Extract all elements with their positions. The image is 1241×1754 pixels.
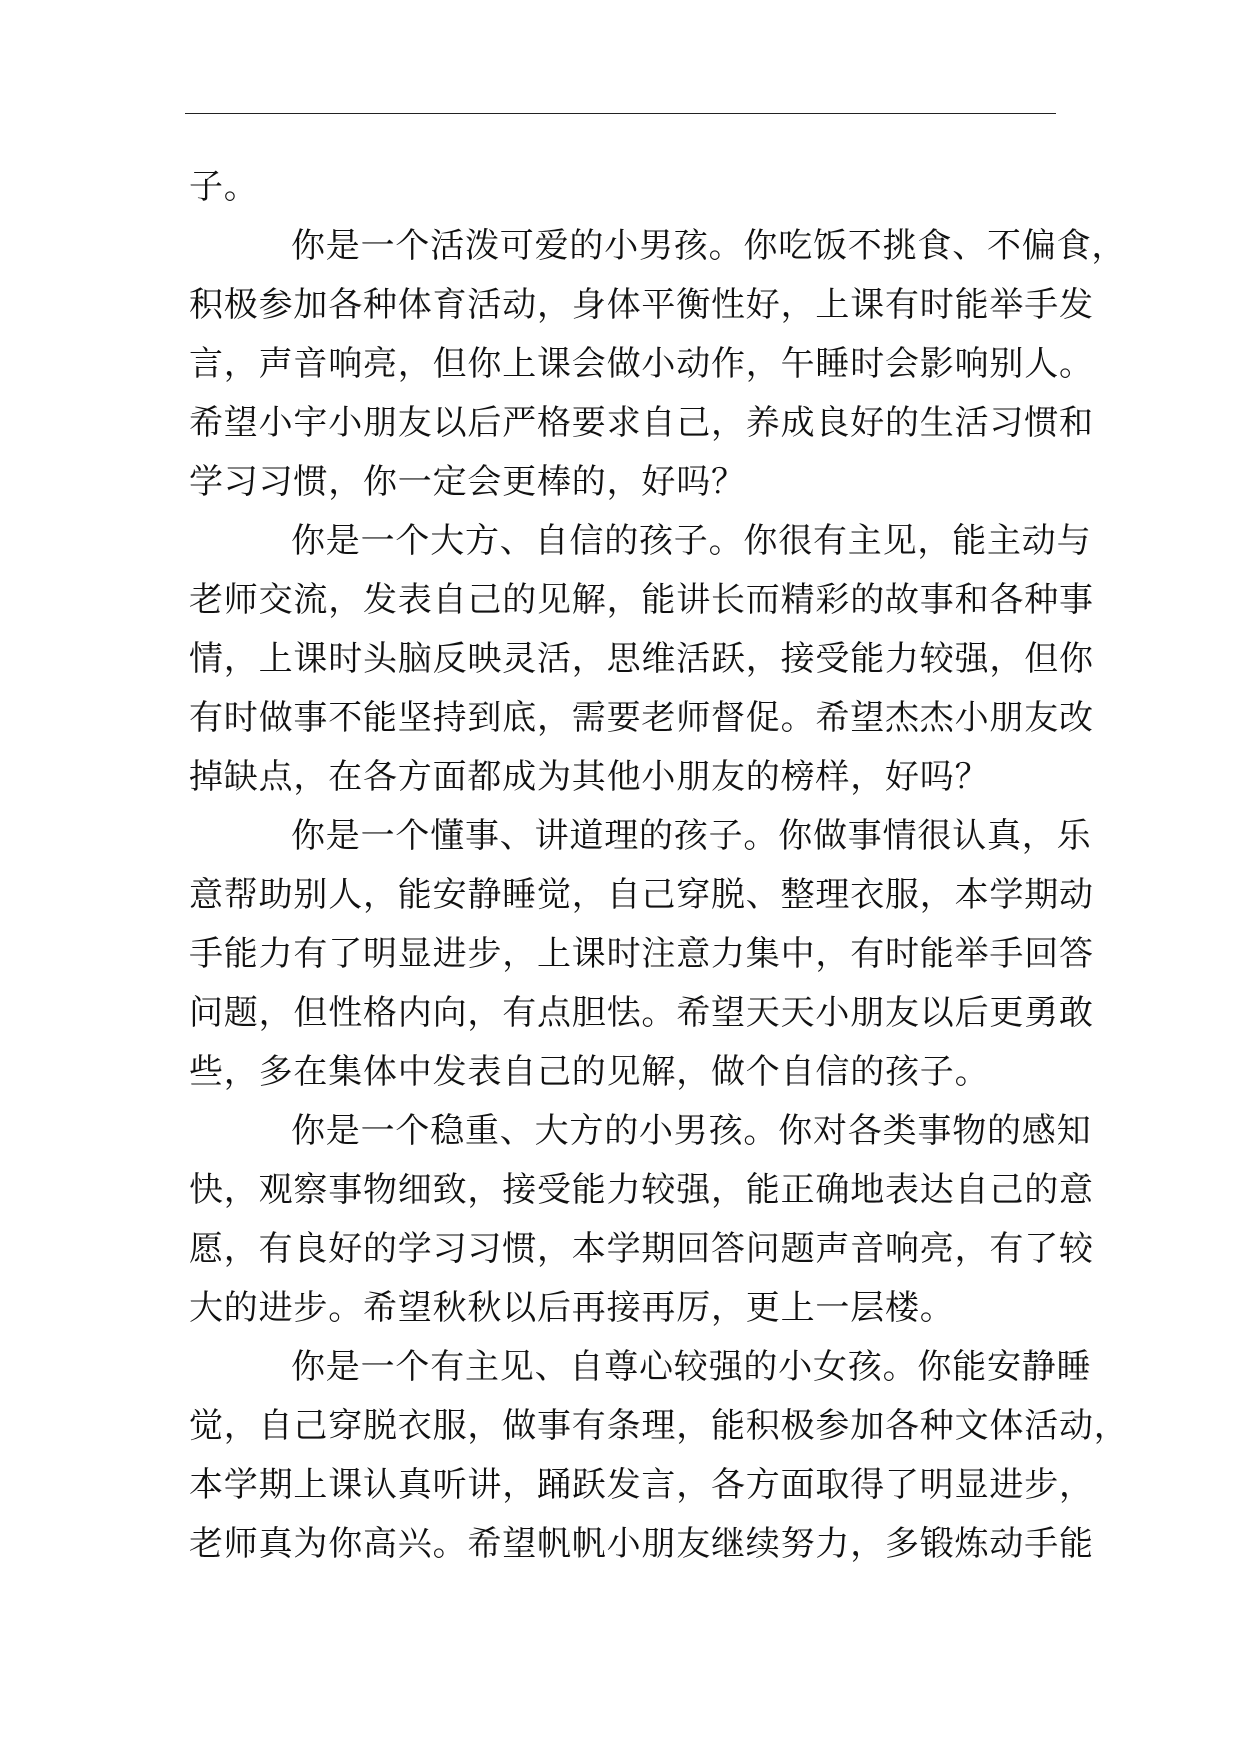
text-line: 意帮助别人，能安静睡觉，自己穿脱、整理衣服，本学期动 — [189, 875, 1094, 915]
paragraph — [189, 217, 1127, 512]
paragraph — [189, 807, 1094, 1102]
paragraph — [189, 1102, 1094, 1338]
text-line: 子。 — [189, 167, 259, 207]
text-line: 大的进步。希望秋秋以后再接再厉，更上一层楼。 — [189, 1288, 955, 1328]
body-text — [189, 158, 1129, 1574]
text-line: 愿，有良好的学习习惯，本学期回答问题声音响亮，有了较 — [189, 1229, 1094, 1269]
text-line: 老师交流，发表自己的见解，能讲长而精彩的故事和各种事 — [189, 580, 1094, 620]
text-line: 问题，但性格内向，有点胆怯。希望天天小朋友以后更勇敢 — [189, 993, 1094, 1033]
paragraph — [189, 158, 1053, 217]
text-line: 老师真为你高兴。希望帆帆小朋友继续努力，多锻炼动手能 — [189, 1524, 1094, 1564]
text-line: 觉，自己穿脱衣服，做事有条理，能积极参加各种文体活动， — [189, 1406, 1129, 1446]
text-line: 本学期上课认真听讲，踊跃发言，各方面取得了明显进步， — [189, 1465, 1094, 1505]
text-line: 掉缺点，在各方面都成为其他小朋友的榜样，好吗？ — [189, 757, 990, 797]
text-line: 学习习惯，你一定会更棒的，好吗？ — [189, 462, 746, 502]
text-line: 快，观察事物细致，接受能力较强，能正确地表达自己的意 — [189, 1170, 1094, 1210]
text-line: 你是一个大方、自信的孩子。你很有主见，能主动与 — [291, 521, 1092, 561]
text-line: 些，多在集体中发表自己的见解，做个自信的孩子。 — [189, 1052, 990, 1092]
text-line: 你是一个稳重、大方的小男孩。你对各类事物的感知 — [291, 1111, 1092, 1151]
header-rule — [185, 113, 1056, 114]
text-line: 言，声音响亮，但你上课会做小动作，午睡时会影响别人。 — [189, 344, 1094, 384]
text-line: 你是一个有主见、自尊心较强的小女孩。你能安静睡 — [291, 1347, 1092, 1387]
text-line: 你是一个懂事、讲道理的孩子。你做事情很认真，乐 — [291, 816, 1092, 856]
text-line: 有时做事不能坚持到底，需要老师督促。希望杰杰小朋友改 — [189, 698, 1094, 738]
text-line: 情，上课时头脑反映灵活，思维活跃，接受能力较强，但你 — [189, 639, 1094, 679]
text-line: 希望小宇小朋友以后严格要求自己，养成良好的生活习惯和 — [189, 403, 1094, 443]
paragraph — [189, 512, 1094, 807]
paragraph — [189, 1338, 1129, 1574]
text-line: 手能力有了明显进步，上课时注意力集中，有时能举手回答 — [189, 934, 1094, 974]
text-line: 你是一个活泼可爱的小男孩。你吃饭不挑食、不偏食， — [291, 226, 1127, 266]
text-line: 积极参加各种体育活动，身体平衡性好，上课有时能举手发 — [189, 285, 1094, 325]
